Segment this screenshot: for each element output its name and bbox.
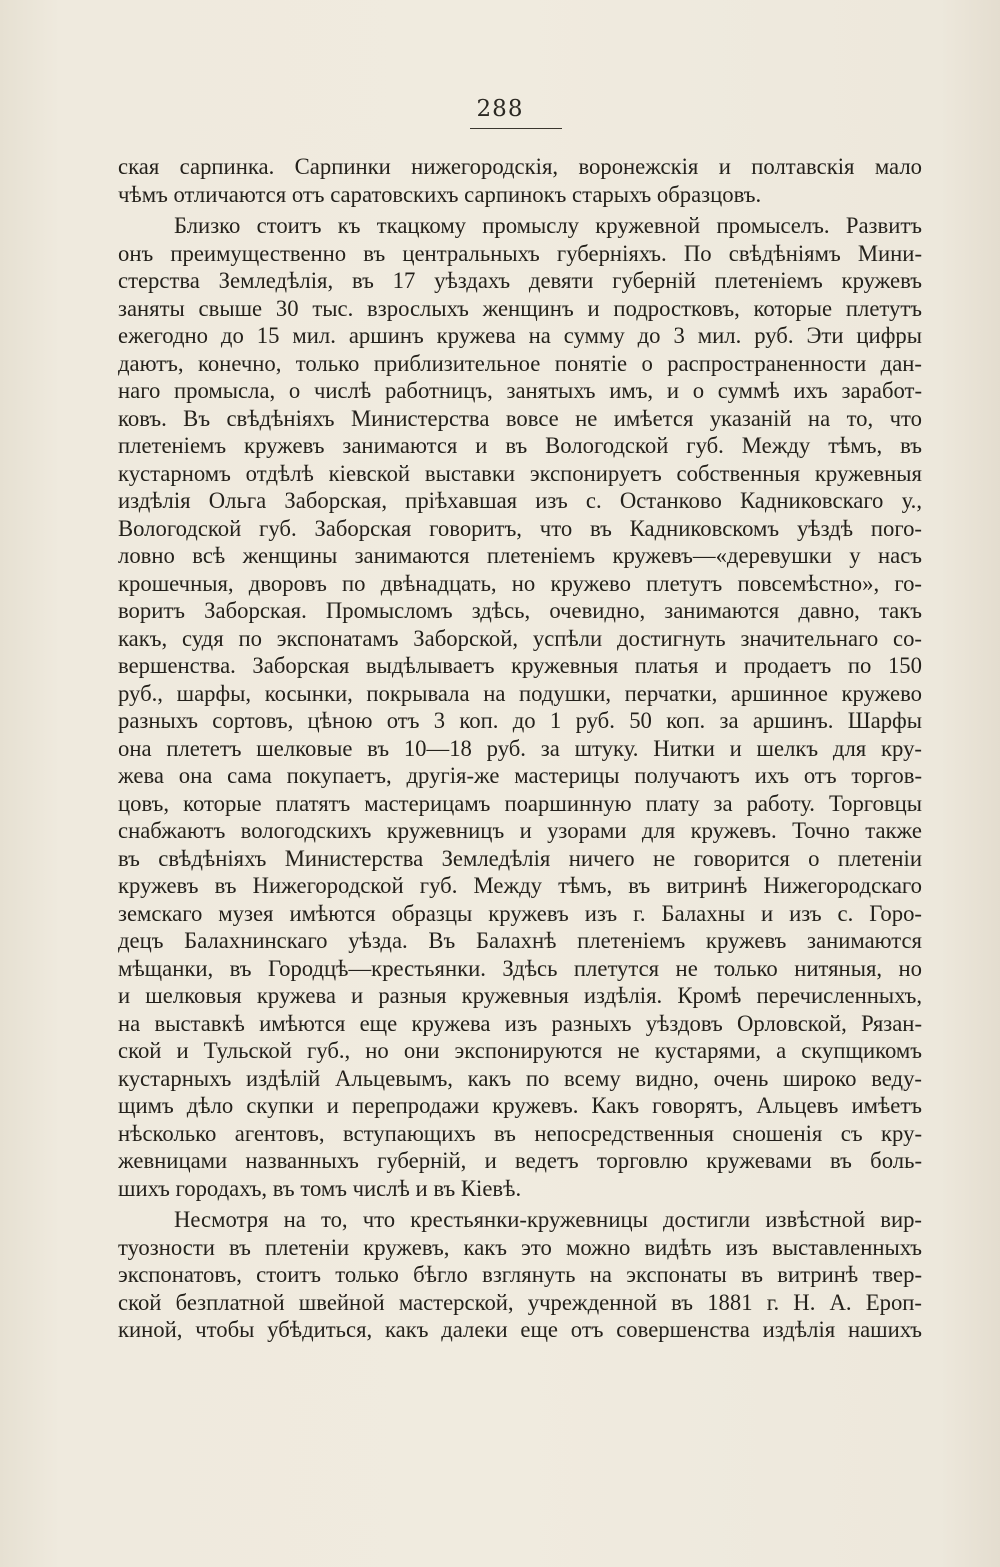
text-line: нѣсколько агентовъ, вступающихъ въ непосредственныя сношенія съ кру- bbox=[118, 1120, 922, 1146]
text-line: мѣщанки, въ Городцѣ—крестьянки. Здѣсь плетутся не только нитяныя, но bbox=[118, 955, 922, 981]
text-line: ской безплатной швейной мастерской, учрежденной въ 1881 г. Н. А. Ероп- bbox=[118, 1289, 922, 1315]
text-line: ковъ. Въ свѣдѣніяхъ Министерства вовсе не имѣется указаній на то, что bbox=[118, 405, 922, 431]
paragraph bbox=[118, 153, 922, 208]
text-line: воритъ Заборская. Промысломъ здѣсь, очевидно, занимаются давно, такъ bbox=[118, 598, 922, 623]
text-line: земскаго музея имѣются образцы кружевъ изъ г. Балахны и изъ с. Горо- bbox=[118, 900, 922, 926]
text-line: издѣлія Ольга Заборская, пріѣхавшая изъ с. Останково Кадниковскаго у., bbox=[118, 488, 922, 513]
text-line: въ свѣдѣніяхъ Министерства Земледѣлія ничего не говорится о плетеніи bbox=[118, 845, 922, 871]
text-line: она плететъ шелковые въ 10—18 руб. за штуку. Нитки и шелкъ для кру- bbox=[118, 735, 922, 761]
text-line: на выставкѣ имѣются еще кружева изъ разныхъ уѣздовъ Орловской, Рязан- bbox=[118, 1010, 922, 1036]
paragraph bbox=[118, 1206, 922, 1344]
text-line: ская сарпинка. Сарпинки нижегородскія, воронежскія и полтавскія мало bbox=[118, 154, 922, 179]
text-line: разныхъ сортовъ, цѣною отъ 3 коп. до 1 руб. 50 коп. за аршинъ. Шарфы bbox=[118, 708, 922, 733]
text-line: заняты свыше 30 тыс. взрослыхъ женщинъ и подростковъ, которые плетутъ bbox=[118, 295, 922, 321]
text-line: цовъ, которые платятъ мастерицамъ поаршинную плату за работу. Торговцы bbox=[118, 790, 922, 816]
text-line: и шелковыя кружева и разныя кружевныя издѣлія. Кромѣ перечисленныхъ, bbox=[118, 983, 922, 1008]
text-line: стерства Земледѣлія, въ 17 уѣздахъ девяти губерній плетеніемъ кружевъ bbox=[118, 268, 922, 293]
text-line: какъ, судя по экспонатамъ Заборской, успѣли достигнуть значительнаго со- bbox=[118, 625, 922, 651]
text-line: щимъ дѣло скупки и перепродажи кружевъ. Какъ говорятъ, Альцевъ имѣетъ bbox=[118, 1093, 922, 1118]
text-line: вершенства. Заборская выдѣлываетъ кружевныя платья и продаетъ по 150 bbox=[118, 653, 922, 678]
text-line: жевницами названныхъ губерній, и ведетъ торговлю кружевами въ боль- bbox=[118, 1148, 922, 1173]
text-line: плетеніемъ кружевъ занимаются и въ Вологодской губ. Между тѣмъ, въ bbox=[118, 433, 922, 458]
text-line: Вологодской губ. Заборская говоритъ, что въ Кадниковскомъ уѣздѣ пого- bbox=[118, 515, 922, 541]
text-line: жева она сама покупаетъ, другія-же мастерицы получаютъ ихъ отъ торгов- bbox=[118, 763, 922, 788]
text-line: ловно всѣ женщины занимаются плетеніемъ кружевъ—«деревушки у насъ bbox=[118, 543, 922, 568]
text-line: даютъ, конечно, только приблизительное понятіе о распространенности дан- bbox=[118, 350, 922, 376]
body-text bbox=[118, 153, 922, 1344]
text-line: руб., шарфы, косынки, покрывала на подушки, перчатки, аршинное кружево bbox=[118, 680, 922, 706]
text-line: Близко стоитъ къ ткацкому промыслу кружевной промыселъ. Развитъ bbox=[174, 213, 922, 238]
text-line: ежегодно до 15 мил. аршинъ кружева на сумму до 3 мил. руб. Эти цифры bbox=[118, 323, 922, 348]
text-line: снабжаютъ вологодскихъ кружевницъ и узорами для кружевъ. Точно также bbox=[118, 818, 922, 843]
text-line: чѣмъ отличаются отъ саратовскихъ сарпинокъ старыхъ образцовъ. bbox=[118, 181, 762, 207]
text-line: Несмотря на то, что крестьянки-кружевницы достигли извѣстной вир- bbox=[174, 1207, 922, 1232]
text-line: онъ преимущественно въ центральныхъ губерніяхъ. По свѣдѣніямъ Мини- bbox=[118, 240, 922, 266]
header-rule bbox=[470, 128, 562, 129]
page-number: 288 bbox=[476, 96, 524, 122]
text-line: крошечныя, дворовъ по двѣнадцать, но кружево плетутъ повсемѣстно», го- bbox=[118, 570, 922, 596]
text-line: шихъ городахъ, въ томъ числѣ и въ Кіевѣ. bbox=[118, 1175, 522, 1201]
text-line: ской и Тульской губ., но они экспонируются не кустарями, а скупщикомъ bbox=[118, 1038, 922, 1063]
text-line: кустарномъ отдѣлѣ кіевской выставки экспонируетъ собственныя кружевныя bbox=[118, 460, 922, 486]
paragraph bbox=[118, 212, 922, 1202]
text-line: туозности въ плетеніи кружевъ, какъ это можно видѣть изъ выставленныхъ bbox=[118, 1234, 922, 1260]
text-line: децъ Балахнинскаго уѣзда. Въ Балахнѣ плетеніемъ кружевъ занимаются bbox=[118, 928, 922, 953]
text-line: наго промысла, о числѣ работницъ, занятыхъ имъ, и о суммѣ ихъ заработ- bbox=[118, 378, 922, 403]
text-line: кустарныхъ издѣлій Альцевымъ, какъ по всему видно, очень широко веду- bbox=[118, 1065, 922, 1091]
text-line: экспонатовъ, стоитъ только бѣгло взглянуть на экспонаты въ витринѣ твер- bbox=[118, 1262, 922, 1287]
text-line: кружевъ въ Нижегородской губ. Между тѣмъ, въ витринѣ Нижегородскаго bbox=[118, 873, 922, 898]
text-line: киной, чтобы убѣдиться, какъ далеки еще отъ совершенства издѣлія нашихъ bbox=[118, 1317, 922, 1342]
